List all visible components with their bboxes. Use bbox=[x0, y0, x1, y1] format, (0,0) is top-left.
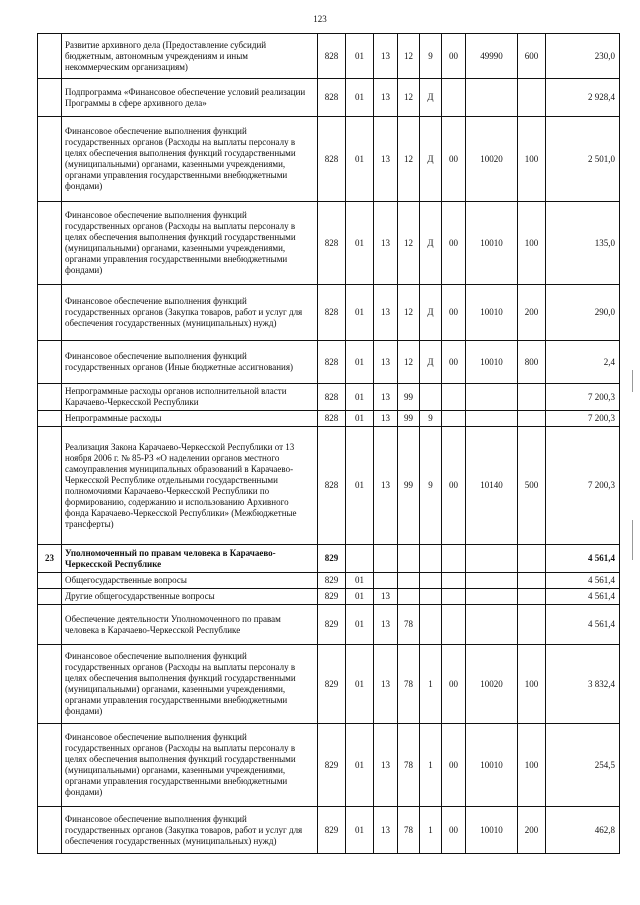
cell-program: 78 bbox=[398, 807, 420, 854]
cell-amount: 4 561,4 bbox=[546, 605, 620, 645]
cell-section: 01 bbox=[346, 341, 374, 384]
table-row bbox=[38, 589, 620, 605]
cell-subsection: 13 bbox=[374, 605, 398, 645]
table-row bbox=[38, 807, 620, 854]
table-row bbox=[38, 79, 620, 117]
cell-num bbox=[38, 427, 62, 545]
table-row bbox=[38, 645, 620, 724]
cell-direction: 10010 bbox=[466, 807, 518, 854]
cell-amount: 462,8 bbox=[546, 807, 620, 854]
cell-subsection: 13 bbox=[374, 34, 398, 79]
cell-subprogram: Д bbox=[420, 79, 442, 117]
cell-section: 01 bbox=[346, 573, 374, 589]
cell-subsection: 13 bbox=[374, 384, 398, 411]
cell-num bbox=[38, 573, 62, 589]
cell-program: 12 bbox=[398, 341, 420, 384]
cell-expense-type bbox=[518, 573, 546, 589]
cell-subsection: 13 bbox=[374, 202, 398, 285]
cell-subsection: 13 bbox=[374, 589, 398, 605]
cell-name: Финансовое обеспечение выполнения функций государственных органов (Расходы на выплаты персоналу в целях обеспечения выполнения функций государственными (муниципальными) органами, казенными учреждениями, органами управления государственными внебюджетными фондами) bbox=[62, 724, 318, 807]
cell-expense-type bbox=[518, 79, 546, 117]
cell-subprogram bbox=[420, 545, 442, 573]
cell-name: Финансовое обеспечение выполнения функций государственных органов (Закупка товаров, работ и услуг для обеспечения государственных (муниципальных) нужд) bbox=[62, 285, 318, 341]
cell-ministry: 829 bbox=[318, 545, 346, 573]
cell-expense-type bbox=[518, 545, 546, 573]
cell-expense-type: 100 bbox=[518, 202, 546, 285]
cell-subprogram: Д bbox=[420, 117, 442, 202]
cell-direction bbox=[466, 589, 518, 605]
cell-name: Развитие архивного дела (Предоставление субсидий бюджетным, автономным учреждениям и иным некоммерческим организациям) bbox=[62, 34, 318, 79]
cell-amount: 254,5 bbox=[546, 724, 620, 807]
cell-subprogram: Д bbox=[420, 341, 442, 384]
cell-direction bbox=[466, 411, 518, 427]
cell-amount: 4 561,4 bbox=[546, 589, 620, 605]
table-row bbox=[38, 285, 620, 341]
cell-subsection: 13 bbox=[374, 724, 398, 807]
cell-num bbox=[38, 645, 62, 724]
cell-program bbox=[398, 573, 420, 589]
budget-table-body bbox=[38, 34, 620, 854]
cell-program: 99 bbox=[398, 384, 420, 411]
cell-expense-type: 100 bbox=[518, 117, 546, 202]
cell-amount: 7 200,3 bbox=[546, 384, 620, 411]
cell-expense-type bbox=[518, 589, 546, 605]
cell-expense-type: 100 bbox=[518, 724, 546, 807]
cell-subprogram: 1 bbox=[420, 807, 442, 854]
table-row bbox=[38, 34, 620, 79]
cell-subsection: 13 bbox=[374, 117, 398, 202]
cell-section: 01 bbox=[346, 202, 374, 285]
cell-num bbox=[38, 34, 62, 79]
cell-amount: 2 928,4 bbox=[546, 79, 620, 117]
table-row bbox=[38, 117, 620, 202]
cell-subprogram bbox=[420, 384, 442, 411]
cell-name: Другие общегосударственные вопросы bbox=[62, 589, 318, 605]
table-row bbox=[38, 411, 620, 427]
cell-ministry: 829 bbox=[318, 645, 346, 724]
cell-subsection: 13 bbox=[374, 807, 398, 854]
cell-amount: 135,0 bbox=[546, 202, 620, 285]
cell-subsection: 13 bbox=[374, 341, 398, 384]
cell-program: 12 bbox=[398, 79, 420, 117]
cell-ministry: 828 bbox=[318, 117, 346, 202]
cell-subprogram: Д bbox=[420, 202, 442, 285]
cell-ministry: 829 bbox=[318, 605, 346, 645]
cell-program: 12 bbox=[398, 285, 420, 341]
cell-main-event: 00 bbox=[442, 724, 466, 807]
cell-expense-type bbox=[518, 384, 546, 411]
cell-direction bbox=[466, 79, 518, 117]
cell-num bbox=[38, 411, 62, 427]
cell-main-event: 00 bbox=[442, 34, 466, 79]
cell-subprogram: 1 bbox=[420, 724, 442, 807]
cell-main-event bbox=[442, 384, 466, 411]
cell-amount: 2 501,0 bbox=[546, 117, 620, 202]
cell-main-event: 00 bbox=[442, 645, 466, 724]
cell-ministry: 829 bbox=[318, 807, 346, 854]
cell-direction bbox=[466, 605, 518, 645]
cell-subsection: 13 bbox=[374, 427, 398, 545]
cell-name: Финансовое обеспечение выполнения функций государственных органов (Расходы на выплаты персоналу в целях обеспечения выполнения функций государственными (муниципальными) органами, казенными учреждениями, органами управления государственными внебюджетными фондами) bbox=[62, 645, 318, 724]
cell-name: Подпрограмма «Финансовое обеспечение условий реализации Программы в сфере архивного дела» bbox=[62, 79, 318, 117]
cell-direction: 10140 bbox=[466, 427, 518, 545]
table-row bbox=[38, 545, 620, 573]
cell-direction: 49990 bbox=[466, 34, 518, 79]
cell-name: Общегосударственные вопросы bbox=[62, 573, 318, 589]
cell-ministry: 828 bbox=[318, 341, 346, 384]
cell-section: 01 bbox=[346, 589, 374, 605]
table-row bbox=[38, 724, 620, 807]
cell-ministry: 828 bbox=[318, 285, 346, 341]
cell-expense-type bbox=[518, 605, 546, 645]
cell-subsection bbox=[374, 573, 398, 589]
cell-ministry: 829 bbox=[318, 573, 346, 589]
cell-program: 78 bbox=[398, 724, 420, 807]
budget-table bbox=[37, 33, 620, 854]
cell-num bbox=[38, 724, 62, 807]
cell-section: 01 bbox=[346, 645, 374, 724]
cell-section: 01 bbox=[346, 605, 374, 645]
cell-num bbox=[38, 117, 62, 202]
cell-section: 01 bbox=[346, 724, 374, 807]
cell-direction: 10010 bbox=[466, 341, 518, 384]
page-number: 123 bbox=[313, 14, 327, 24]
cell-amount: 7 200,3 bbox=[546, 411, 620, 427]
cell-amount: 4 561,4 bbox=[546, 573, 620, 589]
cell-section bbox=[346, 545, 374, 573]
cell-program: 12 bbox=[398, 202, 420, 285]
table-row bbox=[38, 427, 620, 545]
cell-main-event bbox=[442, 79, 466, 117]
cell-subprogram bbox=[420, 573, 442, 589]
cell-program: 99 bbox=[398, 411, 420, 427]
cell-program: 78 bbox=[398, 605, 420, 645]
table-row bbox=[38, 202, 620, 285]
cell-name: Финансовое обеспечение выполнения функций государственных органов (Иные бюджетные ассигнования) bbox=[62, 341, 318, 384]
cell-name: Непрограммные расходы органов исполнительной власти Карачаево-Черкесской Республики bbox=[62, 384, 318, 411]
cell-subsection: 13 bbox=[374, 411, 398, 427]
cell-section: 01 bbox=[346, 411, 374, 427]
cell-subprogram bbox=[420, 589, 442, 605]
cell-section: 01 bbox=[346, 117, 374, 202]
cell-expense-type: 500 bbox=[518, 427, 546, 545]
cell-amount: 4 561,4 bbox=[546, 545, 620, 573]
cell-program: 99 bbox=[398, 427, 420, 545]
cell-name: Финансовое обеспечение выполнения функций государственных органов (Расходы на выплаты персоналу в целях обеспечения выполнения функций государственными (муниципальными) органами, казенными учреждениями, органами управления государственными внебюджетными фондами) bbox=[62, 202, 318, 285]
cell-direction bbox=[466, 384, 518, 411]
cell-expense-type: 600 bbox=[518, 34, 546, 79]
cell-direction: 10010 bbox=[466, 724, 518, 807]
cell-num bbox=[38, 285, 62, 341]
cell-direction: 10020 bbox=[466, 117, 518, 202]
cell-main-event bbox=[442, 589, 466, 605]
table-row bbox=[38, 384, 620, 411]
cell-expense-type: 200 bbox=[518, 807, 546, 854]
cell-expense-type: 800 bbox=[518, 341, 546, 384]
cell-num bbox=[38, 807, 62, 854]
cell-amount: 230,0 bbox=[546, 34, 620, 79]
cell-main-event bbox=[442, 411, 466, 427]
cell-name: Финансовое обеспечение выполнения функций государственных органов (Закупка товаров, работ и услуг для обеспечения государственных (муниципальных) нужд) bbox=[62, 807, 318, 854]
cell-num bbox=[38, 589, 62, 605]
cell-subprogram: 9 bbox=[420, 411, 442, 427]
cell-subprogram: 9 bbox=[420, 427, 442, 545]
cell-main-event: 00 bbox=[442, 807, 466, 854]
cell-ministry: 828 bbox=[318, 427, 346, 545]
cell-ministry: 828 bbox=[318, 411, 346, 427]
cell-main-event: 00 bbox=[442, 427, 466, 545]
cell-num bbox=[38, 202, 62, 285]
cell-program: 12 bbox=[398, 34, 420, 79]
cell-num bbox=[38, 384, 62, 411]
cell-expense-type: 100 bbox=[518, 645, 546, 724]
cell-name: Финансовое обеспечение выполнения функций государственных органов (Расходы на выплаты персоналу в целях обеспечения выполнения функций государственными (муниципальными) органами, казенными учреждениями, органами управления государственными внебюджетными фондами) bbox=[62, 117, 318, 202]
cell-main-event: 00 bbox=[442, 202, 466, 285]
cell-subprogram: 9 bbox=[420, 34, 442, 79]
cell-name: Реализация Закона Карачаево-Черкесской Республики от 13 ноября 2006 г. № 85-РЗ «О наделении органов местного самоуправления муниципальных образований в Карачаево-Черкесской Республике отдельными государственными полномочиями Карачаево-Черкесской Республики по формированию, содержанию и использованию Архивного фонда Карачаево-Черкесской Республики» (Межбюджетные трансферты) bbox=[62, 427, 318, 545]
cell-name: Обеспечение деятельности Уполномоченного по правам человека в Карачаево-Черкесской Республике bbox=[62, 605, 318, 645]
cell-ministry: 828 bbox=[318, 202, 346, 285]
scan-edge-mark bbox=[632, 370, 633, 392]
cell-ministry: 829 bbox=[318, 724, 346, 807]
scan-edge-mark bbox=[632, 520, 633, 560]
cell-amount: 7 200,3 bbox=[546, 427, 620, 545]
cell-subprogram: Д bbox=[420, 285, 442, 341]
cell-ministry: 829 bbox=[318, 589, 346, 605]
cell-direction: 10020 bbox=[466, 645, 518, 724]
cell-ministry: 828 bbox=[318, 384, 346, 411]
cell-program bbox=[398, 589, 420, 605]
cell-section: 01 bbox=[346, 79, 374, 117]
cell-name: Уполномоченный по правам человека в Карачаево-Черкесской Республике bbox=[62, 545, 318, 573]
cell-expense-type bbox=[518, 411, 546, 427]
cell-program: 78 bbox=[398, 645, 420, 724]
cell-main-event: 00 bbox=[442, 285, 466, 341]
cell-ministry: 828 bbox=[318, 34, 346, 79]
cell-amount: 290,0 bbox=[546, 285, 620, 341]
cell-main-event bbox=[442, 545, 466, 573]
cell-direction bbox=[466, 545, 518, 573]
cell-subprogram bbox=[420, 605, 442, 645]
cell-subsection: 13 bbox=[374, 79, 398, 117]
cell-num bbox=[38, 341, 62, 384]
table-row bbox=[38, 573, 620, 589]
cell-num: 23 bbox=[38, 545, 62, 573]
cell-direction bbox=[466, 573, 518, 589]
cell-subsection: 13 bbox=[374, 285, 398, 341]
cell-direction: 10010 bbox=[466, 285, 518, 341]
table-row bbox=[38, 605, 620, 645]
cell-section: 01 bbox=[346, 285, 374, 341]
cell-section: 01 bbox=[346, 427, 374, 545]
cell-expense-type: 200 bbox=[518, 285, 546, 341]
cell-section: 01 bbox=[346, 384, 374, 411]
cell-ministry: 828 bbox=[318, 79, 346, 117]
cell-main-event bbox=[442, 605, 466, 645]
table-row bbox=[38, 341, 620, 384]
cell-section: 01 bbox=[346, 34, 374, 79]
cell-subsection: 13 bbox=[374, 645, 398, 724]
cell-main-event: 00 bbox=[442, 341, 466, 384]
cell-section: 01 bbox=[346, 807, 374, 854]
cell-name: Непрограммные расходы bbox=[62, 411, 318, 427]
cell-program bbox=[398, 545, 420, 573]
cell-amount: 2,4 bbox=[546, 341, 620, 384]
cell-num bbox=[38, 79, 62, 117]
cell-subprogram: 1 bbox=[420, 645, 442, 724]
cell-program: 12 bbox=[398, 117, 420, 202]
cell-num bbox=[38, 605, 62, 645]
cell-direction: 10010 bbox=[466, 202, 518, 285]
cell-main-event: 00 bbox=[442, 117, 466, 202]
cell-amount: 3 832,4 bbox=[546, 645, 620, 724]
cell-subsection bbox=[374, 545, 398, 573]
cell-main-event bbox=[442, 573, 466, 589]
